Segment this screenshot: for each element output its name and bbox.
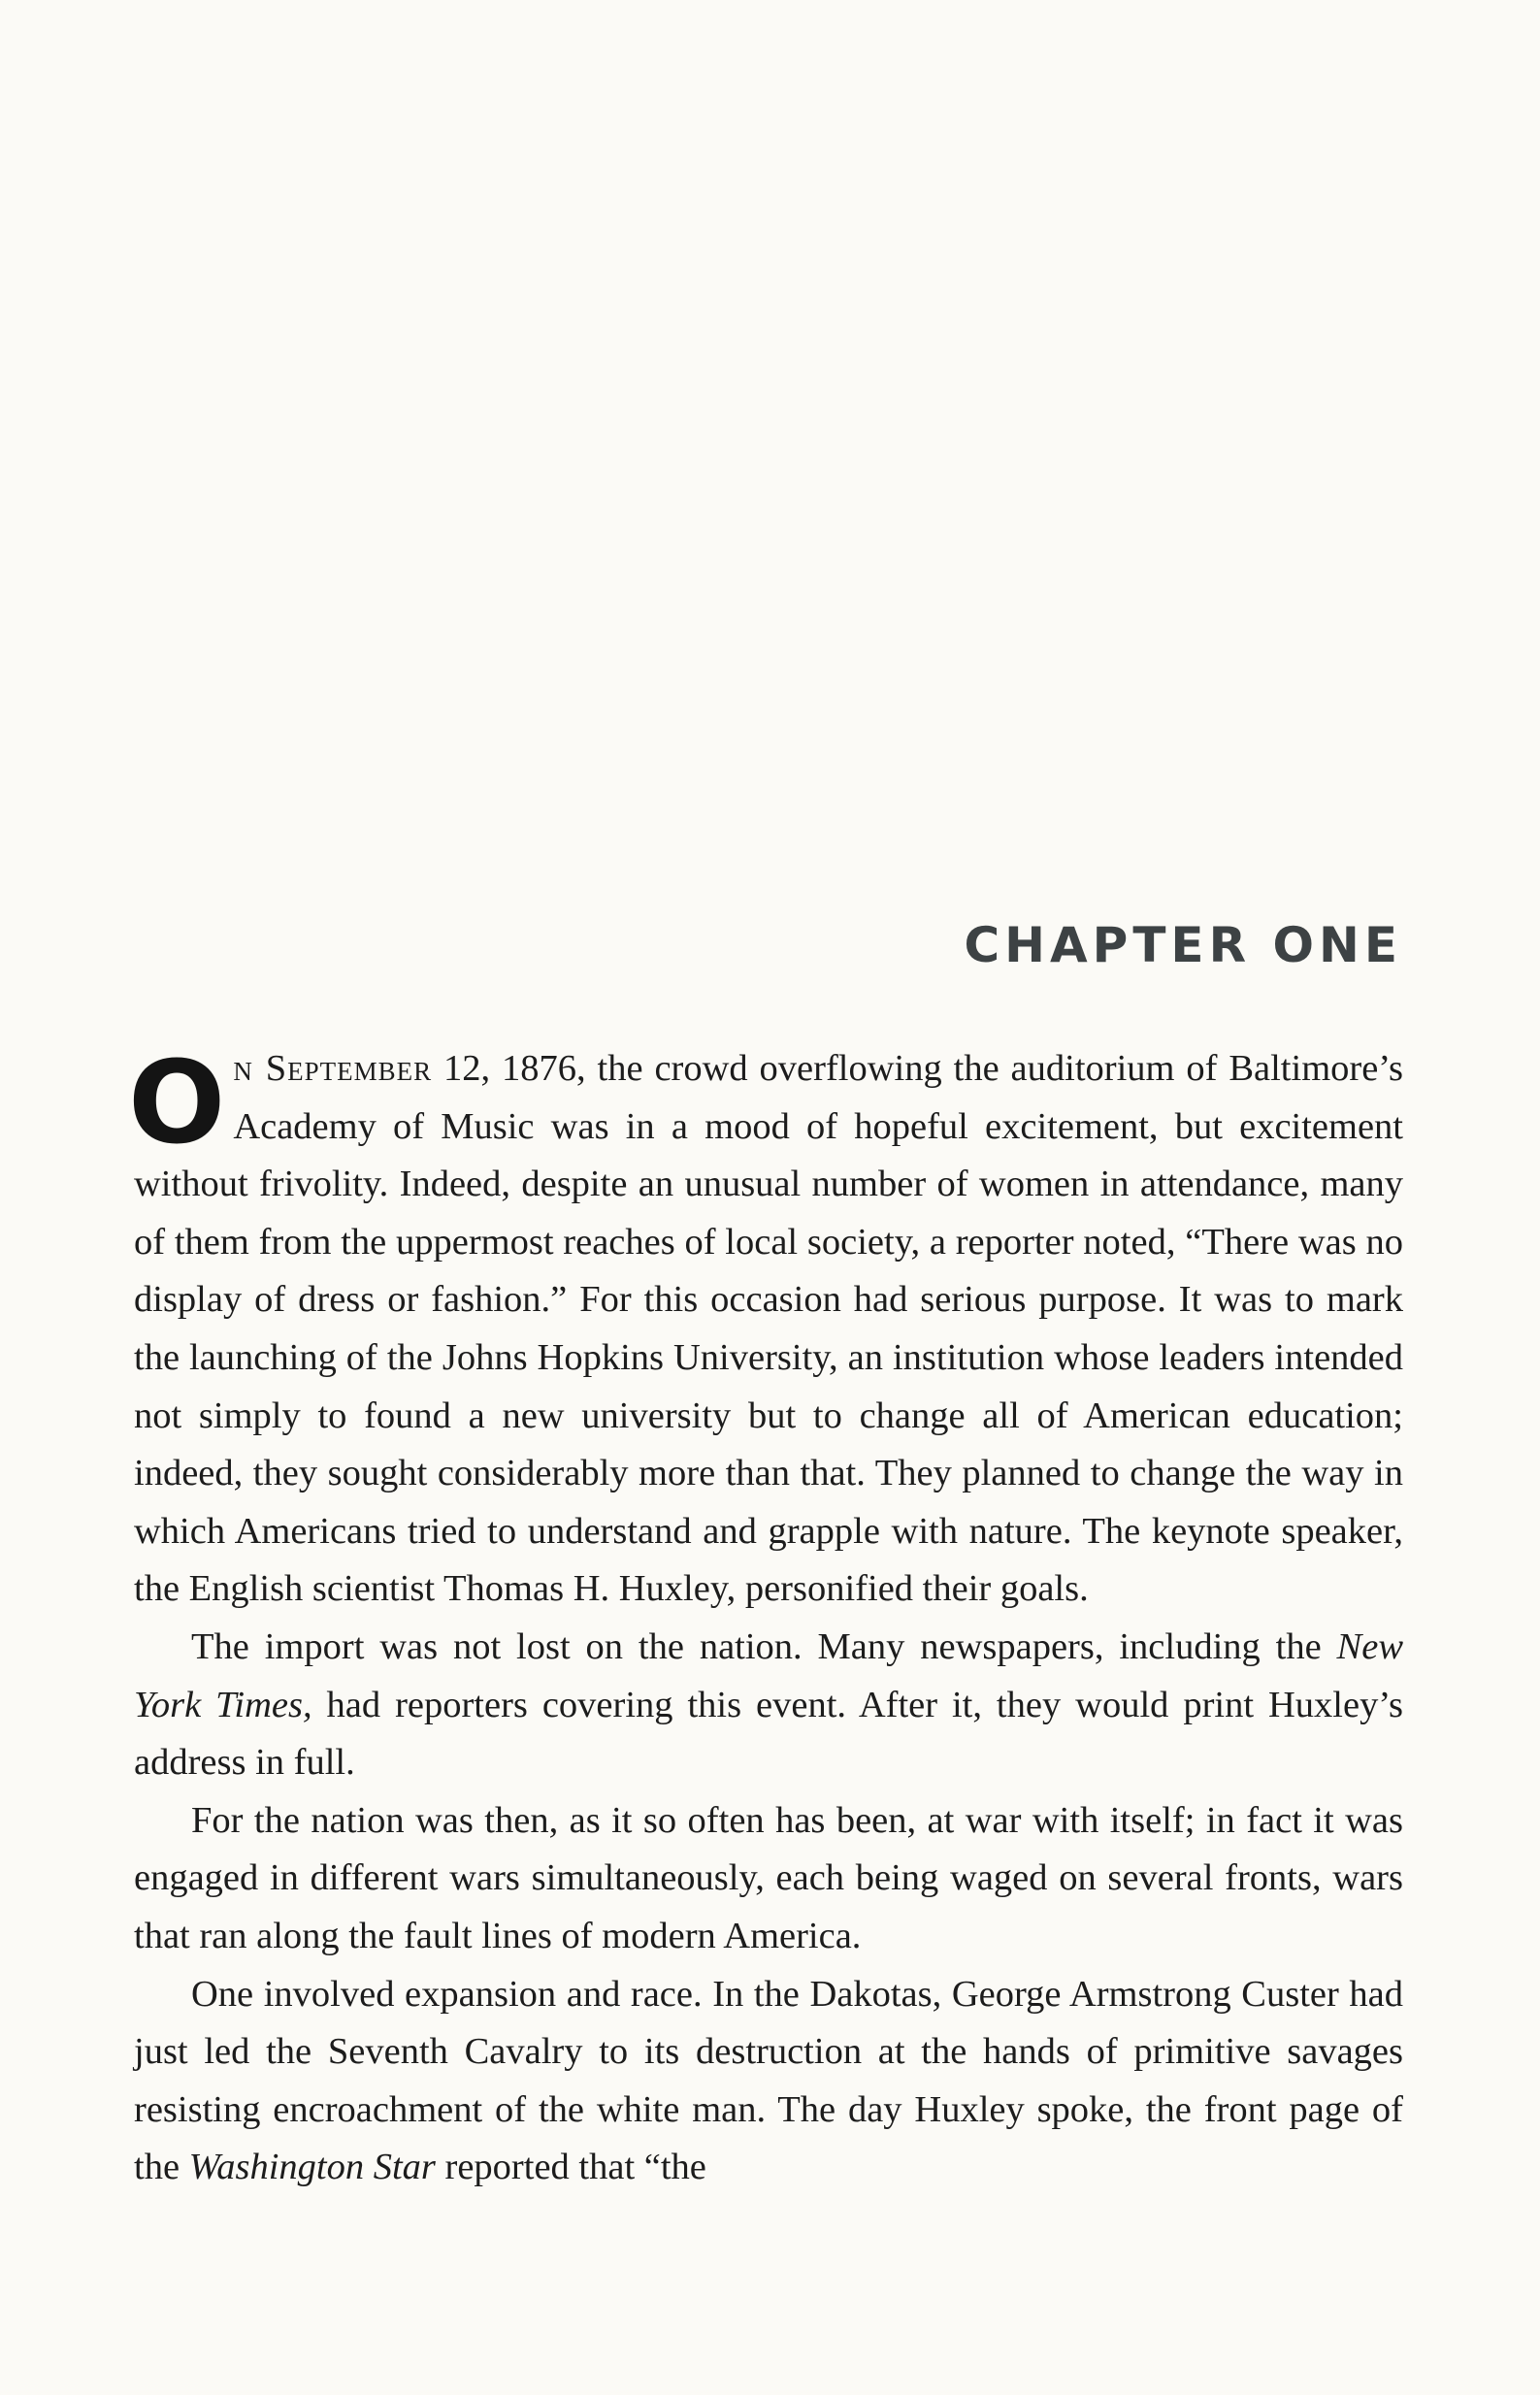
- paragraph-2-text-after: had reporters covering this event. After it, they would print Huxley’s address in full.: [134, 1684, 1403, 1784]
- paragraph-4-text-before: One involved expansion and race. In the Dakotas, George Armstrong Custer had just led the Seventh Cavalry to its destruction at the hands of primitive savages resisting encroachment of the white man. The day Huxley spoke, the front page of the: [134, 1973, 1403, 2188]
- paragraph-4: [134, 1966, 1403, 2197]
- paragraph-2: [134, 1619, 1403, 1792]
- paragraph-4-text-after: reported that “the: [435, 2147, 706, 2188]
- chapter-heading: CHAPTER ONE: [964, 917, 1402, 973]
- drop-cap: O: [128, 1035, 226, 1169]
- paragraph-3-text: For the nation was then, as it so often has been, at war with itself; in fact it was engaged in different wars simultaneously, each being waged on several fronts, wars that ran along the fault lines of modern America.: [134, 1799, 1403, 1956]
- paragraph-2-text-before: The import was not lost on the nation. Many newspapers, including the: [191, 1625, 1337, 1667]
- paragraph-3: [134, 1792, 1403, 1966]
- body-text: [128, 1035, 1403, 2197]
- paragraph-1-text: 12, 1876, the crowd overflowing the auditorium of Baltimore’s Academy of Music was in a mood of hopeful excitement, but excitement without frivolity. Indeed, despite an unusual number of women in attendance, many of them from the uppermost reaches of local society, a reporter noted, “There was no display of dress or fashion.” For this occasion had serious purpose. It was to mark the launching of the Johns Hopkins University, an institution whose leaders intended not simply to found a new university but to change all of American education; indeed, they sought considerably more than that. They planned to change the way in which Americans tried to understand and grapple with nature. The keynote speaker, the English scientist Thomas H. Huxley, personified their goals.: [134, 1048, 1403, 1610]
- paragraph-1: [128, 1035, 1403, 1619]
- opening-small-caps: n September: [233, 1048, 433, 1089]
- newspaper-title-nyt: New York Times,: [134, 1625, 1403, 1725]
- newspaper-title-star: Washington Star: [188, 2147, 436, 2188]
